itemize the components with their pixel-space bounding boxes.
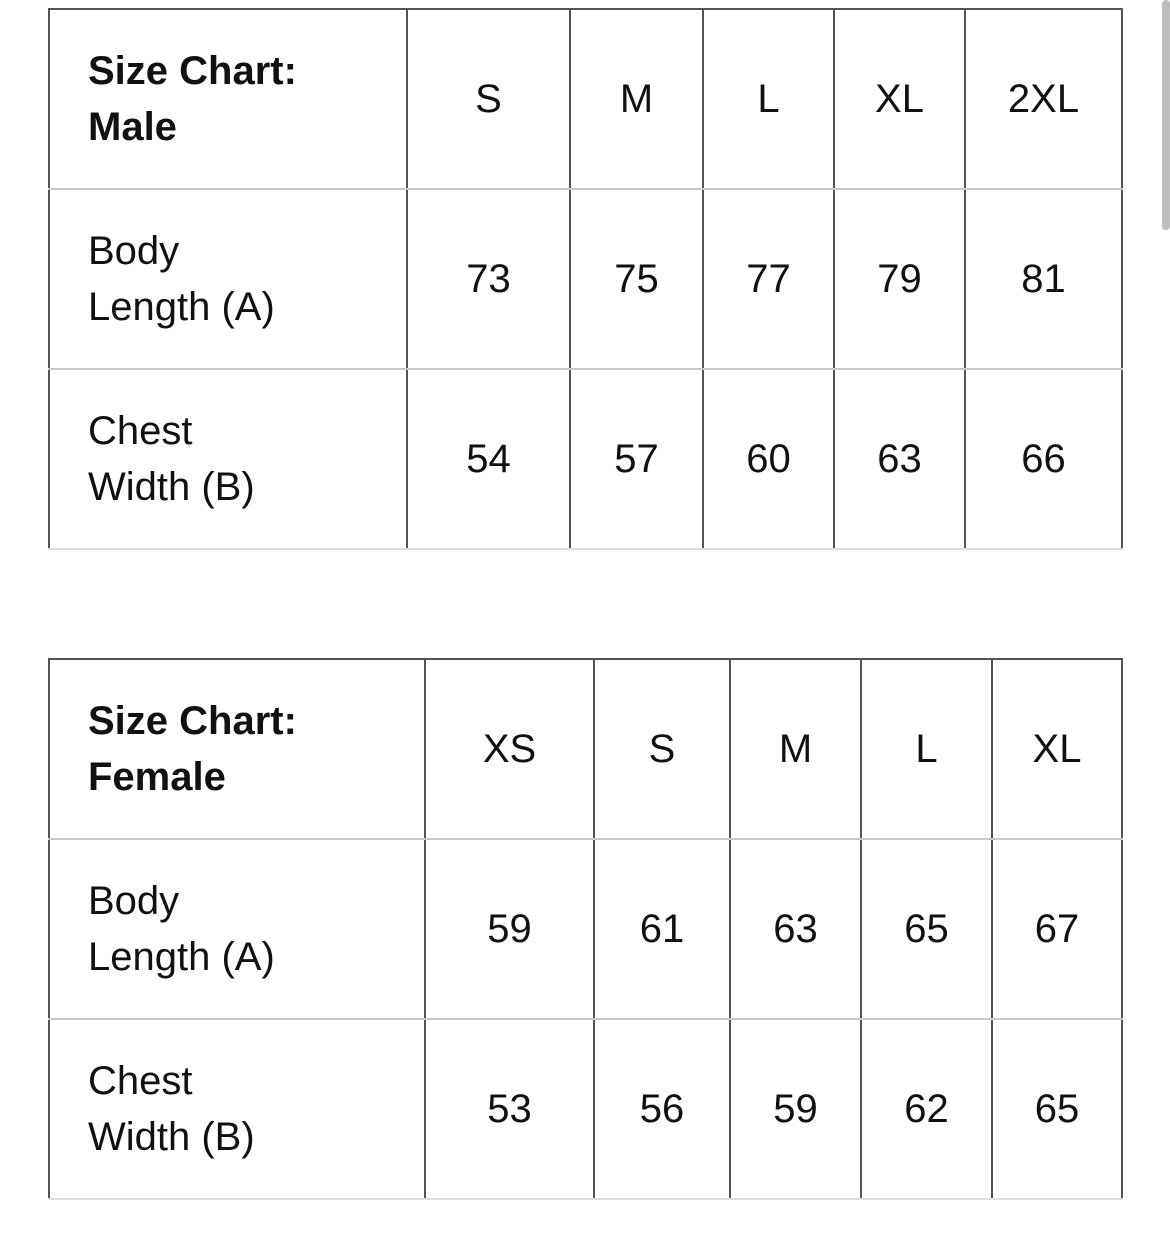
table-cell: 66 <box>965 369 1122 549</box>
table-title <box>49 659 425 839</box>
size-header: XL <box>992 659 1122 839</box>
table-title-line: Size Chart: <box>88 49 297 93</box>
table-cell: 65 <box>861 839 992 1019</box>
table-cell: 63 <box>730 839 861 1019</box>
size-chart-male-table <box>48 8 1123 550</box>
table-cell: 79 <box>834 189 965 369</box>
row-label <box>49 369 407 549</box>
table-cell: 62 <box>861 1019 992 1199</box>
table-row <box>49 839 1122 1019</box>
table-cell: 57 <box>570 369 703 549</box>
table-cell: 60 <box>703 369 834 549</box>
row-label-line: Body <box>88 879 180 923</box>
table-cell: 59 <box>730 1019 861 1199</box>
table-cell: 53 <box>425 1019 594 1199</box>
table-cell: 59 <box>425 839 594 1019</box>
table-title-line: Male <box>88 105 177 149</box>
table-row <box>49 189 1122 369</box>
row-label-line: Chest <box>88 409 193 453</box>
table-title <box>49 9 407 189</box>
size-chart-female-table <box>48 658 1123 1200</box>
size-header: M <box>730 659 861 839</box>
size-header: M <box>570 9 703 189</box>
size-header: XL <box>834 9 965 189</box>
row-label-line: Length (A) <box>88 285 275 329</box>
size-header: L <box>703 9 834 189</box>
size-header: L <box>861 659 992 839</box>
size-header: S <box>594 659 730 839</box>
table-cell: 61 <box>594 839 730 1019</box>
row-label-line: Width (B) <box>88 1115 255 1159</box>
table-cell: 54 <box>407 369 570 549</box>
table-cell: 65 <box>992 1019 1122 1199</box>
row-label <box>49 839 425 1019</box>
row-label <box>49 1019 425 1199</box>
size-header: S <box>407 9 570 189</box>
table-row <box>49 369 1122 549</box>
table-title-line: Female <box>88 755 226 799</box>
table-cell: 73 <box>407 189 570 369</box>
scrollbar[interactable] <box>1162 0 1170 230</box>
table-cell: 77 <box>703 189 834 369</box>
table-row <box>49 1019 1122 1199</box>
table-cell: 75 <box>570 189 703 369</box>
table-title-line: Size Chart: <box>88 699 297 743</box>
row-label-line: Chest <box>88 1059 193 1103</box>
row-label-line: Width (B) <box>88 465 255 509</box>
table-cell: 56 <box>594 1019 730 1199</box>
table-cell: 63 <box>834 369 965 549</box>
size-header: 2XL <box>965 9 1122 189</box>
table-header-row <box>49 9 1122 189</box>
row-label <box>49 189 407 369</box>
table-cell: 67 <box>992 839 1122 1019</box>
table-cell: 81 <box>965 189 1122 369</box>
row-label-line: Body <box>88 229 180 273</box>
table-header-row <box>49 659 1122 839</box>
size-header: XS <box>425 659 594 839</box>
row-label-line: Length (A) <box>88 935 275 979</box>
